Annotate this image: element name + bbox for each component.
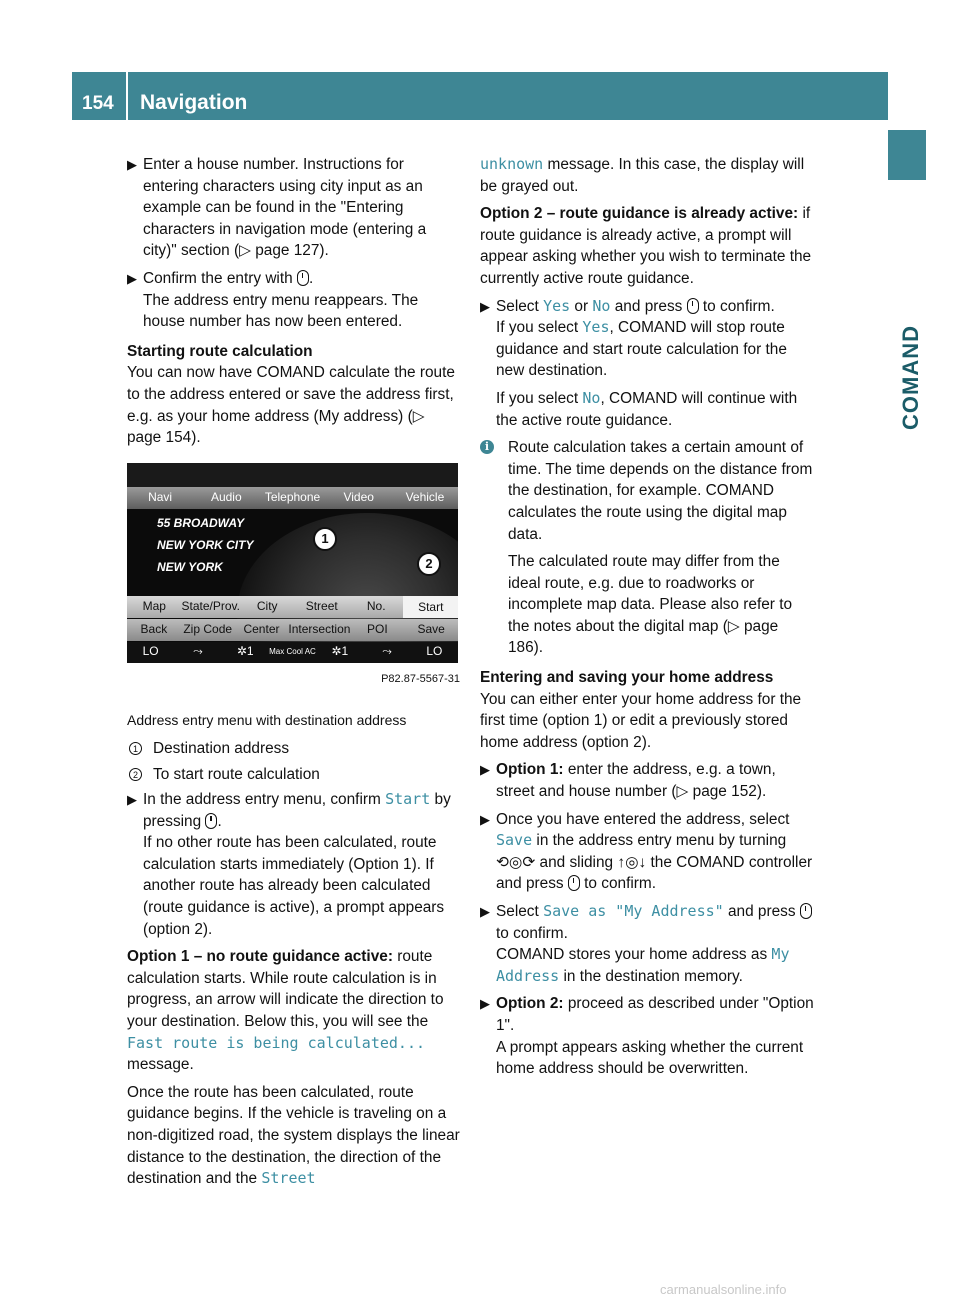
address-line-state: NEW YORK [157, 559, 223, 574]
step-arrow-icon: ▶ [480, 996, 490, 1012]
paragraph-option-2: Option 2 – route guidance is already active: if route guidance is already active, a prompt will appear asking whether you wish to terminate the currently active route guidance. [480, 205, 812, 287]
address-line-street: 55 BROADWAY [157, 515, 245, 530]
left-column [127, 154, 460, 1196]
step-option-1: ▶ Option 1: enter the address, e.g. a town, street and house number (▷ page 152). [480, 761, 776, 801]
paragraph-route-guidance: Once the route has been calculated, route guidance begins. If the vehicle is traveling on a non-digitized road, the system displays the linear distance to the destination, the direction of the destination and the Street [127, 1083, 460, 1188]
page-title: Navigation [140, 91, 248, 114]
controller-turn-icon: ⟲◎⟳ [496, 853, 536, 871]
screen-main-tabs [127, 487, 458, 509]
legend-item-1: 1 Destination address [127, 738, 460, 760]
legend-number-1: 1 [129, 742, 142, 755]
screen-menu-row-2: Back Zip Code Center Intersection POI Save [127, 619, 458, 641]
step-arrow-icon: ▶ [127, 157, 137, 172]
step-select-save: ▶ Once you have entered the address, select Save in the address entry menu by turning ⟲◎⟳ and sliding ↑◎↓ the COMAND controller and press to confirm. [480, 810, 813, 893]
screen-climate-row: LO ⤳ ✲1 Max Cool AC ✲1 ⤳ LO [127, 642, 458, 663]
callout-1: 1 [313, 527, 337, 551]
chapter-tab-label: COMAND [898, 325, 923, 430]
paragraph-option-1: Option 1 – no route guidance active: route calculation starts. While route calculation is in progress, an arrow will indicate the direction to your destination. Below this, you will see the Fast route is being calculated... message. [127, 948, 444, 1074]
fan-icon: ⤳ [382, 644, 392, 659]
screen-tab-telephone: Telephone [264, 489, 321, 504]
fan-speed-icon: ✲1 [331, 644, 349, 659]
step-arrow-icon: ▶ [480, 762, 490, 778]
heading-starting-route-calculation: Starting route calculation [127, 342, 313, 360]
step-arrow-icon: ▶ [480, 298, 490, 314]
figure-code: P82.87-5567-31 [381, 672, 460, 685]
callout-2: 2 [417, 552, 441, 576]
paragraph-home-address: You can either enter your home address for the first time (option 1) or edit a previously stored home address (option 2). [480, 690, 802, 751]
paragraph-unknown-message: unknown message. In this case, the display will be grayed out. [480, 155, 805, 195]
controller-press-icon [568, 875, 580, 891]
step-confirm-entry: ▶ Confirm the entry with . The address entry menu reappears. The house number has now been entered. [127, 269, 419, 331]
fan-icon: ⤳ [193, 644, 203, 659]
heading-home-address: Entering and saving your home address [480, 669, 774, 687]
controller-press-icon [205, 813, 217, 829]
screen-tab-audio: Audio [210, 489, 242, 504]
step-option-2: ▶ Option 2: proceed as described under "Option 1". A prompt appears asking whether the current home address should be overwritten. [480, 995, 814, 1078]
chapter-tab-square [888, 130, 926, 180]
right-column [480, 154, 814, 1086]
step-arrow-icon: ▶ [480, 811, 490, 827]
step-arrow-icon: ▶ [127, 792, 137, 808]
screen-tab-navi: Navi [148, 489, 173, 504]
step-arrow-icon: ▶ [127, 270, 137, 286]
fan-speed-icon: ✲1 [236, 644, 254, 659]
controller-press-icon [800, 903, 812, 919]
screen-tab-video: Video [343, 489, 374, 504]
info-note: i Route calculation takes a certain amount of time. The time depends on the distance from the destination, for example. COMAND calculates the route using the digital map data. The calculated route may differ from the ideal route, e.g. due to roadworks or incomplete map data. Please also refer to the notes about the digital map (▷ page 186). [480, 437, 814, 659]
watermark: carmanualsonline.info [660, 1282, 787, 1297]
screen-tab-vehicle: Vehicle [405, 489, 445, 504]
paragraph-route-intro: You can now have COMAND calculate the route to the address entered or save the address first, e.g. as your home address (My address) (▷ page 154). [127, 364, 455, 447]
screen-menu-row-1: Map State/Prov. City Street No. Start [127, 596, 458, 618]
figure-caption: Address entry menu with destination address [127, 712, 407, 729]
screen-start-button: Start [403, 596, 458, 618]
step-arrow-icon: ▶ [480, 904, 490, 919]
controller-press-icon [297, 270, 309, 286]
step-select-yes-no: ▶ Select Yes or No and press to confirm. If you select Yes, COMAND will stop route guidance and start route calculation for the new destination. If you select No, COMAND will continue with the active route guidance. [480, 296, 798, 429]
header-divider [126, 72, 128, 120]
controller-press-icon [687, 298, 699, 314]
address-line-city: NEW YORK CITY [157, 537, 254, 552]
legend-number-2: 2 [129, 768, 142, 781]
step-enter-house-number: ▶ Enter a house number. Instructions for entering characters using city input as an example can be found in the "Entering characters in navigation mode (entering a city)" section (▷ page 127). [127, 156, 427, 260]
step-save-as-my-address: ▶ Select Save as "My Address" and press to confirm. COMAND stores your home address as My Address in the destination memory. [480, 901, 814, 987]
controller-slide-icon: ↑◎↓ [617, 853, 647, 871]
screen-top-strip [127, 463, 458, 487]
legend-item-2: 2 To start route calculation [127, 764, 460, 786]
page-number: 154 [82, 93, 114, 114]
info-icon: i [480, 440, 494, 454]
step-confirm-start: ▶ In the address entry menu, confirm Start by pressing . If no other route has been calculated, route calculation starts immediately (Option 1). If another route has already been calculated (route guidance is active), a prompt appears (option 2). [127, 790, 451, 938]
address-entry-screenshot [127, 463, 458, 663]
